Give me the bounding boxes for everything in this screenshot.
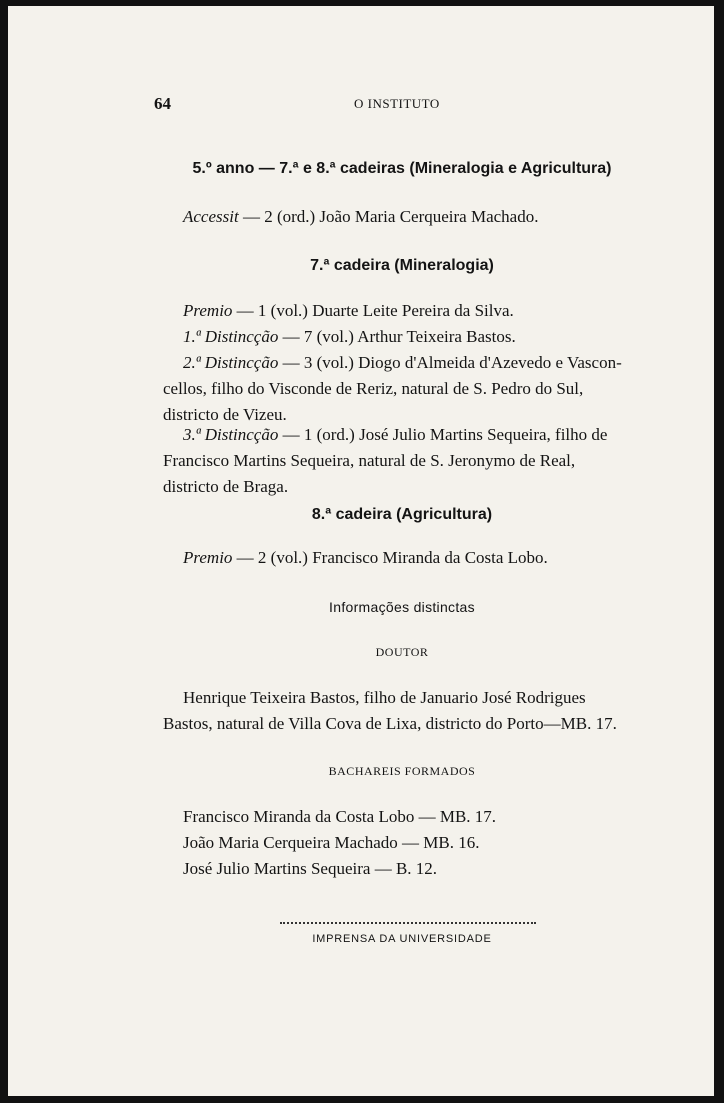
- distinction-text-line-1: — 3 (vol.) Diogo d'Almeida d'Azevedo e Vascon-: [278, 353, 622, 372]
- cadeira-7-distinction-3: [163, 422, 641, 500]
- doutor-line-1: Henrique Teixeira Bastos, filho de Januario José Rodrigues: [183, 688, 586, 707]
- distinction-text-line-3: districto de Braga.: [163, 477, 289, 496]
- cadeira-7-distinction-2: [163, 350, 641, 428]
- distinction-text-line-2: cellos, filho do Visconde de Reriz, natural de S. Pedro do Sul,: [163, 379, 584, 398]
- distinction-text-line-1: — 1 (ord.) José Julio Martins Sequeira, filho de: [278, 425, 608, 444]
- distinction-number: 2.ª: [183, 353, 205, 372]
- cadeira-7-distinction-1: [183, 324, 661, 350]
- footer-rule: [280, 922, 536, 924]
- running-title: O INSTITUTO: [354, 96, 440, 111]
- bachareis-heading: BACHAREIS FORMADOS: [328, 764, 476, 778]
- page-number: 64: [154, 94, 171, 113]
- list-item: João Maria Cerqueira Machado — MB. 16.: [183, 833, 480, 852]
- imprint: IMPRENSA DA UNIVERSIDADE: [312, 933, 492, 945]
- distinction-text-line-2: Francisco Martins Sequeira, natural de S. Jeronymo de Real,: [163, 451, 576, 470]
- cadeira-8-heading: 8.ª cadeira (Agricultura): [311, 506, 493, 523]
- distinction-label: Distincção: [204, 425, 279, 444]
- distinction-text: — 7 (vol.) Arthur Teixeira Bastos.: [278, 327, 516, 346]
- cadeira-7-heading: 7.ª cadeira (Mineralogia): [310, 257, 494, 274]
- distinction-label: Distincção: [204, 353, 279, 372]
- doutor-entry: [163, 685, 641, 737]
- bachareis-list: [183, 804, 661, 882]
- list-item: Francisco Miranda da Costa Lobo — MB. 17.: [183, 807, 497, 826]
- doutor-line-2: Bastos, natural de Villa Cova de Lixa, districto do Porto—MB. 17.: [163, 714, 617, 733]
- distinction-number: 3.ª: [183, 425, 205, 444]
- accessit-label: Accessit: [183, 207, 239, 226]
- list-item: José Julio Martins Sequeira — B. 12.: [183, 859, 438, 878]
- doutor-heading: DOUTOR: [375, 645, 429, 659]
- accessit-text: — 2 (ord.) João Maria Cerqueira Machado.: [238, 207, 539, 226]
- accessit-entry: [183, 204, 661, 230]
- premio-text: — 1 (vol.) Duarte Leite Pereira da Silva.: [232, 301, 514, 320]
- premio-label: Premio: [183, 548, 233, 567]
- cadeira-7-premio: [183, 298, 661, 324]
- section-heading-5th-year: 5.º anno — 7.ª e 8.ª cadeiras (Mineralogia e Agricultura): [192, 160, 612, 177]
- premio-label: Premio: [183, 301, 233, 320]
- distinction-number: 1.ª: [183, 327, 205, 346]
- cadeira-8-premio: [183, 545, 661, 571]
- premio-text: — 2 (vol.) Francisco Miranda da Costa Lobo.: [232, 548, 548, 567]
- informacoes-heading: Informações distinctas: [329, 599, 475, 615]
- distinction-text-line-3: districto de Vizeu.: [163, 405, 287, 424]
- distinction-label: Distincção: [204, 327, 279, 346]
- document-page: [8, 6, 714, 1096]
